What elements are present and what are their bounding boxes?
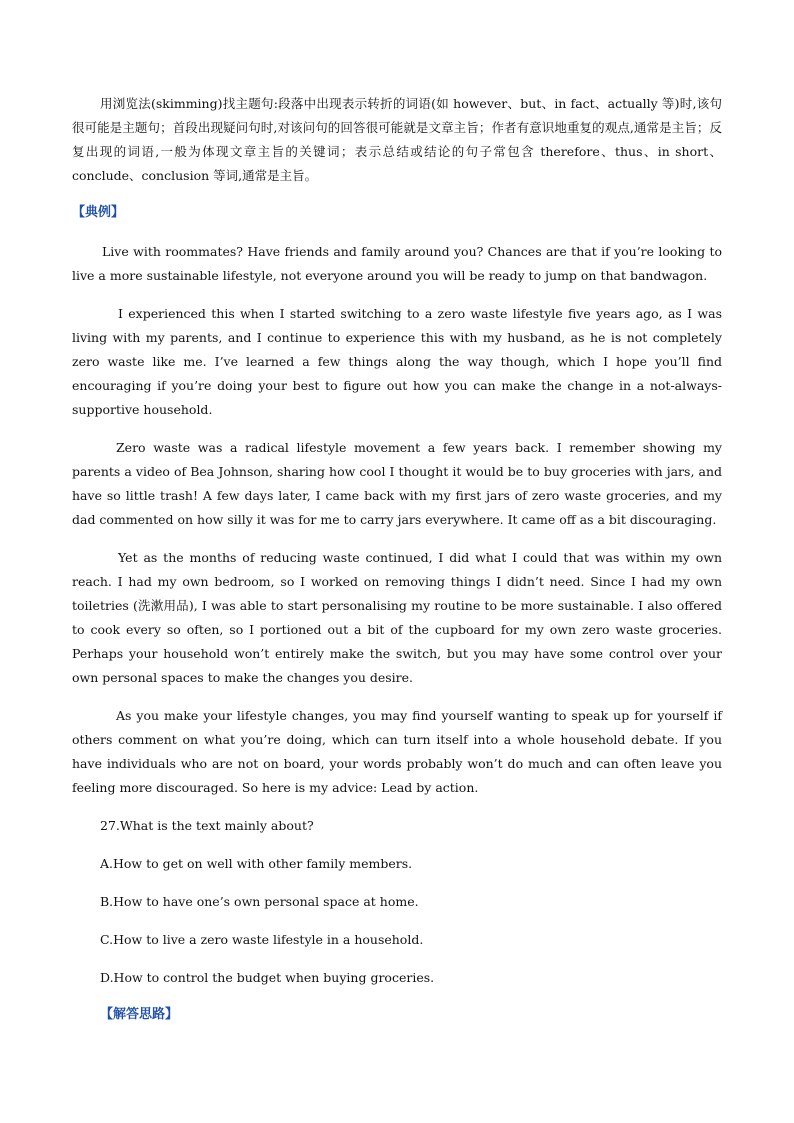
example-heading: 【典例】 xyxy=(72,205,125,220)
passage-paragraph-3: Zero waste was a radical lifestyle movement a few years back. I remember showing my parents a video of Bea Johnson, sharing how cool I thought it would be to buy groceries with jars, and have so little trash! A few days later, I came back with my first jars of zero waste groceries, and my dad commented on how silly it was for me to carry jars everywhere. It came off as a bit discouraging. xyxy=(72,440,722,527)
option-d: D.How to control the budget when buying groceries. xyxy=(100,970,435,985)
passage-paragraph-2: I experienced this when I started switching to a zero waste lifestyle five years ago, as I was living with my parents, and I continue to experience this with my husband, as he is not completely zero waste like me. I’ve learned a few things along the way though, which I hope you’ll find encouraging if you’re doing your best to figure out how you can make the change in a not-always-supportive household. xyxy=(72,306,722,417)
answer-approach-heading: 【解答思路】 xyxy=(100,1007,179,1022)
document-page xyxy=(72,92,722,1026)
option-b: B.How to have one’s own personal space at home. xyxy=(100,894,419,909)
passage-paragraph-5: As you make your lifestyle changes, you may find yourself wanting to speak up for yourself if others comment on what you’re doing, which can turn itself into a whole household debate. If you have individuals who are not on board, your words probably won’t do much and can often leave you feeling more discouraged. So here is my advice: Lead by action. xyxy=(72,708,722,795)
passage-paragraph-4: Yet as the months of reducing waste continued, I did what I could that was within my own reach. I had my own bedroom, so I worked on removing things I didn’t need. Since I had my own toiletries (洗漱用品), I was able to start personalising my routine to be more sustainable. I also offered to cook every so often, so I portioned out a bit of the cupboard for my own zero waste groceries. Perhaps your household won’t entirely make the switch, but you may have some control over your own personal spaces to make the changes you desire. xyxy=(72,550,722,685)
option-c: C.How to live a zero waste lifestyle in a household. xyxy=(100,932,424,947)
question-text: 27.What is the text mainly about? xyxy=(100,818,314,833)
passage-paragraph-1: Live with roommates? Have friends and family around you? Chances are that if you’re looking to live a more sustainable lifestyle, not everyone around you will be ready to jump on that bandwagon. xyxy=(72,244,722,283)
intro-paragraph: 用浏览法(skimming)找主题句:段落中出现表示转折的词语(如 however、but、in fact、actually 等)时,该句很可能是主题句；首段出现疑问句时,对该问句的回答很可能就是文章主旨；作者有意识地重复的观点,通常是主旨；反复出现的词语,一般为体现文章主旨的关键词；表示总结或结论的句子常包含 therefore、thus、in short、conclude、conclusion 等词,通常是主旨。 xyxy=(72,96,722,183)
option-a: A.How to get on well with other family members. xyxy=(100,856,413,871)
